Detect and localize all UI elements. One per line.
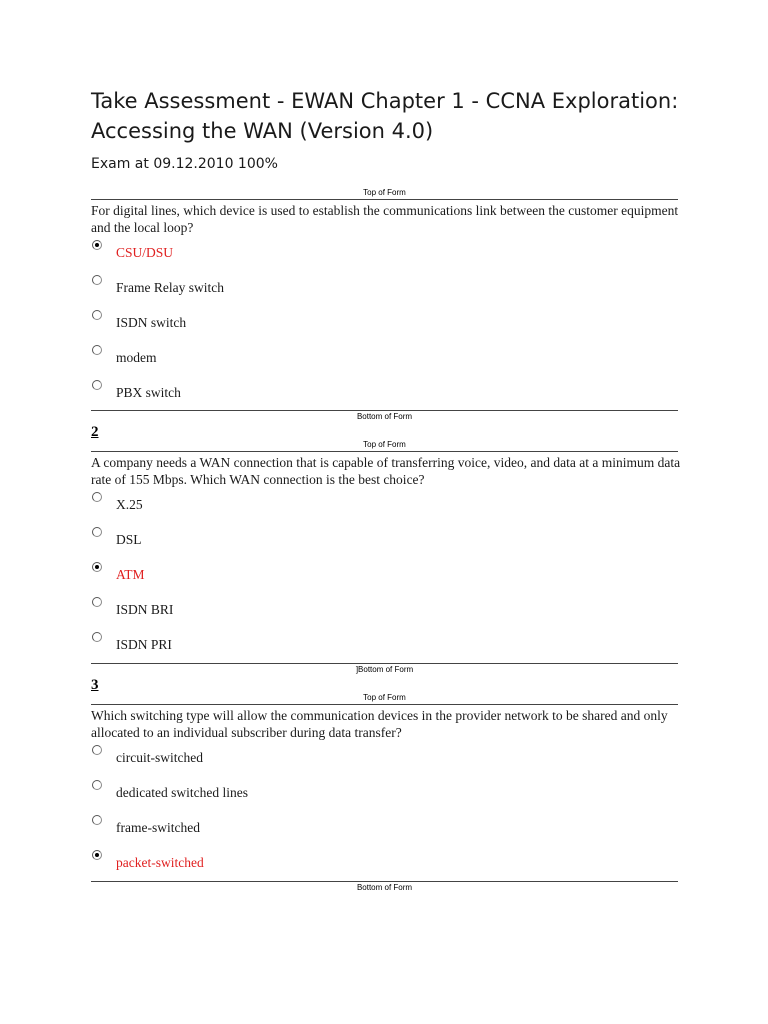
answer-label: X.25 — [116, 497, 143, 512]
top-of-form-marker: Top of Form — [363, 693, 406, 702]
answer-label: CSU/DSU — [116, 245, 174, 260]
form-top-rule — [91, 451, 678, 452]
answer-label: ISDN PRI — [116, 637, 172, 652]
question-text: Which switching type will allow the communication devices in the provider network to be shared and only allocated to an individual subscriber during data transfer? — [91, 708, 668, 740]
form-top-rule — [91, 704, 678, 705]
radio-button-icon[interactable] — [92, 240, 102, 250]
form-bottom-rule — [91, 881, 678, 882]
form-bottom-rule — [91, 410, 678, 411]
question-number-link[interactable]: 3 — [91, 677, 99, 693]
top-of-form-marker: Top of Form — [363, 188, 406, 197]
radio-button-icon[interactable] — [92, 597, 102, 607]
radio-button-icon[interactable] — [92, 632, 102, 642]
answer-label: PBX switch — [116, 385, 181, 400]
answer-label: circuit-switched — [116, 750, 203, 765]
answer-label: Frame Relay switch — [116, 280, 224, 295]
radio-button-icon[interactable] — [92, 492, 102, 502]
question-text: For digital lines, which device is used to establish the communications link between the customer equipment and the local loop? — [91, 203, 679, 235]
answer-label: ISDN switch — [116, 315, 187, 330]
radio-button-icon[interactable] — [92, 310, 102, 320]
top-of-form-marker: Top of Form — [363, 440, 406, 449]
radio-button-icon[interactable] — [92, 380, 102, 390]
answer-label: ATM — [116, 567, 145, 582]
answer-label: dedicated switched lines — [116, 785, 248, 800]
answer-label: packet-switched — [116, 855, 204, 870]
answer-label: frame-switched — [116, 820, 200, 835]
radio-button-icon[interactable] — [92, 745, 102, 755]
bottom-of-form-marker: Bottom of Form — [356, 412, 413, 421]
exam-date-score: Exam at 09.12.2010 100% — [91, 156, 278, 172]
answer-label: modem — [116, 350, 157, 365]
page-title: Take Assessment - EWAN Chapter 1 - CCNA Exploration: Accessing the WAN (Version 4.0) — [91, 89, 679, 143]
answer-label: DSL — [116, 532, 142, 547]
question-text: A company needs a WAN connection that is capable of transferring voice, video, and data at a minimum data rate of 155 Mbps. Which WAN connection is the best choice? — [91, 455, 681, 487]
radio-button-icon[interactable] — [92, 850, 102, 860]
radio-button-icon[interactable] — [92, 562, 102, 572]
bottom-of-form-marker: Bottom of Form — [356, 883, 413, 892]
radio-button-icon[interactable] — [92, 780, 102, 790]
form-bottom-rule — [91, 663, 678, 664]
form-top-rule — [91, 199, 678, 200]
radio-button-icon[interactable] — [92, 815, 102, 825]
radio-button-icon[interactable] — [92, 527, 102, 537]
radio-button-icon[interactable] — [92, 345, 102, 355]
bottom-of-form-marker: ]Bottom of Form — [355, 665, 414, 674]
question-number-link[interactable]: 2 — [91, 424, 99, 440]
radio-button-icon[interactable] — [92, 275, 102, 285]
answer-label: ISDN BRI — [116, 602, 174, 617]
